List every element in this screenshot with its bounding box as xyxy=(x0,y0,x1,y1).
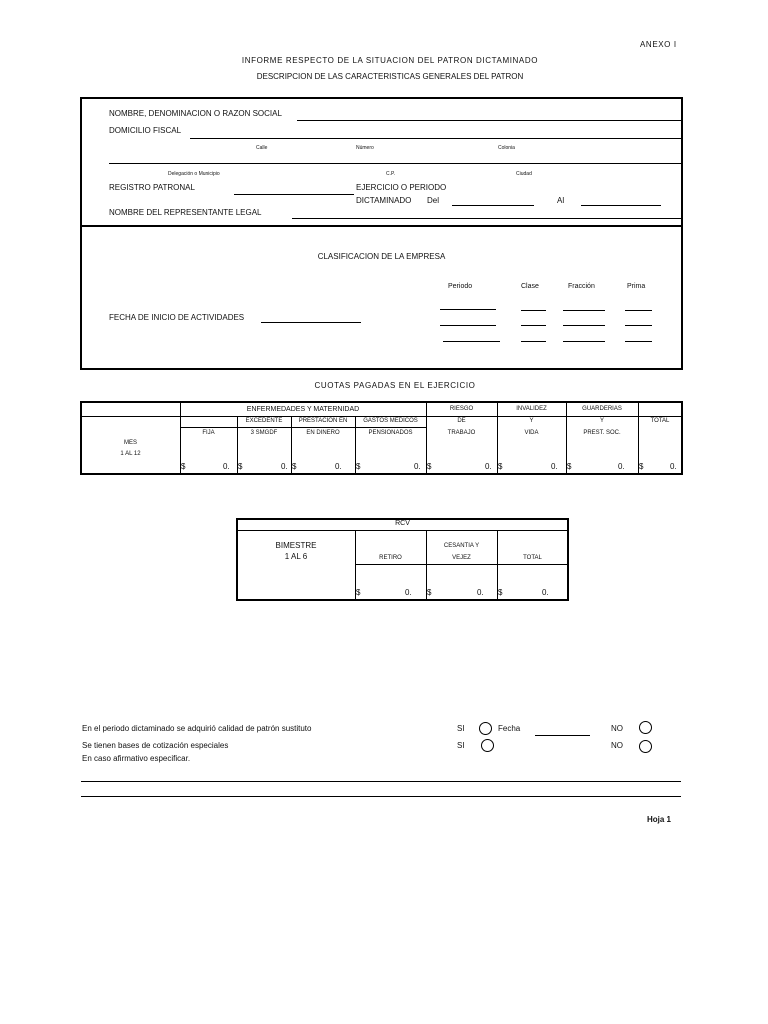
currency-sign: $ xyxy=(356,462,361,471)
gastos-header-1: GASTOS MEDICOS xyxy=(363,418,418,424)
rcv-title: RCV xyxy=(395,520,410,527)
prestacion-header-1: PRESTACION EN xyxy=(298,418,348,424)
periodo-header: Periodo xyxy=(448,283,473,290)
clase-header: Clase xyxy=(521,283,539,290)
enf-mat-header: ENFERMEDADES Y MATERNIDAD xyxy=(246,406,360,413)
cesantia-header-1: CESANTIA Y xyxy=(443,543,480,549)
invalidez-header-2: Y xyxy=(529,418,534,424)
page-subtitle: DESCRIPCION DE LAS CARACTERISTICAS GENERALES DEL PATRON xyxy=(256,72,524,81)
no-radio-2[interactable] xyxy=(639,740,652,753)
del-field[interactable] xyxy=(452,205,534,206)
excedente-value: 0. xyxy=(281,462,288,471)
currency-sign: $ xyxy=(427,462,432,471)
dictaminado-label: DICTAMINADO xyxy=(356,196,412,205)
clasificacion-title: CLASIFICACION DE LA EMPRESA xyxy=(317,252,446,261)
riesgo-header-2: DE xyxy=(457,418,466,424)
no-label-2: NO xyxy=(611,741,623,750)
representante-label: NOMBRE DEL REPRESENTANTE LEGAL xyxy=(109,208,262,217)
periodo-field-2[interactable] xyxy=(440,325,496,326)
domicilio-line-2[interactable] xyxy=(109,163,681,164)
clase-field-1[interactable] xyxy=(521,310,546,311)
riesgo-header-3: TRABAJO xyxy=(447,430,476,436)
excedente-header-2: 3 SMGDF xyxy=(250,430,278,436)
mes-label-2: 1 AL 12 xyxy=(120,451,141,457)
ejercicio-label: EJERCICIO O PERIODO xyxy=(356,183,447,192)
anexo-label: ANEXO I xyxy=(640,40,677,49)
si-radio-2[interactable] xyxy=(481,739,494,752)
rcv-title-divider xyxy=(237,530,568,531)
fraccion-field-1[interactable] xyxy=(563,310,605,311)
question-especificar: En caso afirmativo especificar. xyxy=(82,754,191,763)
bimestre-label-1: BIMESTRE xyxy=(275,541,317,550)
nombre-label: NOMBRE, DENOMINACION O RAZON SOCIAL xyxy=(109,109,282,118)
gastos-header-2: PENSIONADOS xyxy=(368,430,413,436)
clasificacion-box xyxy=(80,225,683,370)
periodo-field-3[interactable] xyxy=(443,341,500,342)
page-title: INFORME RESPECTO DE LA SITUACION DEL PATRON DICTAMINADO xyxy=(241,56,539,65)
fecha-inicio-label: FECHA DE INICIO DE ACTIVIDADES xyxy=(109,313,245,322)
retiro-header: RETIRO xyxy=(379,555,402,561)
excedente-header-1: EXCEDENTE xyxy=(245,418,283,424)
al-field[interactable] xyxy=(581,205,661,206)
al-label: Al xyxy=(557,196,565,205)
fecha-label: Fecha xyxy=(498,724,521,733)
prestacion-value: 0. xyxy=(335,462,342,471)
guarderias-value: 0. xyxy=(618,462,625,471)
fraccion-header: Fracción xyxy=(568,283,595,290)
currency-sign: $ xyxy=(356,588,361,597)
cuotas-subheader-divider xyxy=(180,427,426,428)
mes-label-1: MES xyxy=(123,440,137,446)
rcv-total-header: TOTAL xyxy=(523,555,542,561)
no-label-1: NO xyxy=(611,724,623,733)
prima-field-3[interactable] xyxy=(625,341,652,342)
guarderias-header-2: Y xyxy=(599,418,604,424)
ciudad-caption: Ciudad xyxy=(516,171,532,177)
periodo-field-1[interactable] xyxy=(440,309,496,310)
question-bases: Se tienen bases de cotización especiales xyxy=(82,741,229,750)
invalidez-header-1: INVALIDEZ xyxy=(516,406,547,412)
colonia-caption: Colonia xyxy=(498,145,515,151)
retiro-value: 0. xyxy=(405,588,412,597)
fija-value: 0. xyxy=(223,462,230,471)
delegacion-caption: Delegación o Municipio xyxy=(168,171,220,177)
currency-sign: $ xyxy=(238,462,243,471)
question-sustituto: En el periodo dictaminado se adquirió calidad de patrón sustituto xyxy=(82,724,312,733)
guarderias-header-1: GUARDERIAS xyxy=(582,406,622,412)
numero-caption: Número xyxy=(356,145,374,151)
riesgo-header-1: RIESGO xyxy=(449,406,474,412)
guarderias-header-3: PREST. SOC. xyxy=(583,430,621,436)
bimestre-label-2: 1 AL 6 xyxy=(284,552,308,561)
currency-sign: $ xyxy=(181,462,186,471)
cesantia-value: 0. xyxy=(477,588,484,597)
gastos-value: 0. xyxy=(414,462,421,471)
riesgo-value: 0. xyxy=(485,462,492,471)
registro-field[interactable] xyxy=(234,194,354,195)
currency-sign: $ xyxy=(292,462,297,471)
nombre-field[interactable] xyxy=(297,120,681,121)
currency-sign: $ xyxy=(567,462,572,471)
clase-field-2[interactable] xyxy=(521,325,546,326)
registro-label: REGISTRO PATRONAL xyxy=(109,183,195,192)
fraccion-field-2[interactable] xyxy=(563,325,605,326)
especificar-field-1[interactable] xyxy=(81,781,681,782)
currency-sign: $ xyxy=(498,462,503,471)
domicilio-field[interactable] xyxy=(190,138,681,139)
currency-sign: $ xyxy=(427,588,432,597)
currency-sign: $ xyxy=(498,588,503,597)
total-header: TOTAL xyxy=(650,418,670,424)
especificar-field-2[interactable] xyxy=(81,796,681,797)
rcv-header-divider xyxy=(355,564,568,565)
total-value: 0. xyxy=(670,462,677,471)
prima-field-1[interactable] xyxy=(625,310,652,311)
fecha-field[interactable] xyxy=(535,735,590,736)
fija-header: FIJA xyxy=(202,430,215,436)
calle-caption: Calle xyxy=(256,145,268,151)
invalidez-value: 0. xyxy=(551,462,558,471)
rcv-total-value: 0. xyxy=(542,588,549,597)
si-radio-1[interactable] xyxy=(479,722,492,735)
page-number: Hoja 1 xyxy=(647,815,672,824)
si-label-2: SI xyxy=(457,741,465,750)
cesantia-header-2: VEJEZ xyxy=(452,555,471,561)
prima-field-2[interactable] xyxy=(625,325,652,326)
no-radio-1[interactable] xyxy=(639,721,652,734)
prima-header: Prima xyxy=(627,283,646,290)
del-label: Del xyxy=(427,196,440,205)
domicilio-label: DOMICILIO FISCAL xyxy=(109,126,182,135)
si-label-1: SI xyxy=(457,724,465,733)
cp-caption: C.P. xyxy=(386,171,396,177)
fecha-inicio-field[interactable] xyxy=(261,322,361,323)
clase-field-3[interactable] xyxy=(521,341,546,342)
cuotas-title: CUOTAS PAGADAS EN EL EJERCICIO xyxy=(314,381,476,390)
prestacion-header-2: EN DINERO xyxy=(306,430,340,436)
representante-field[interactable] xyxy=(292,218,681,219)
invalidez-header-3: VIDA xyxy=(524,430,539,436)
cuotas-row-divider xyxy=(81,416,682,417)
currency-sign: $ xyxy=(639,462,644,471)
fraccion-field-3[interactable] xyxy=(563,341,605,342)
